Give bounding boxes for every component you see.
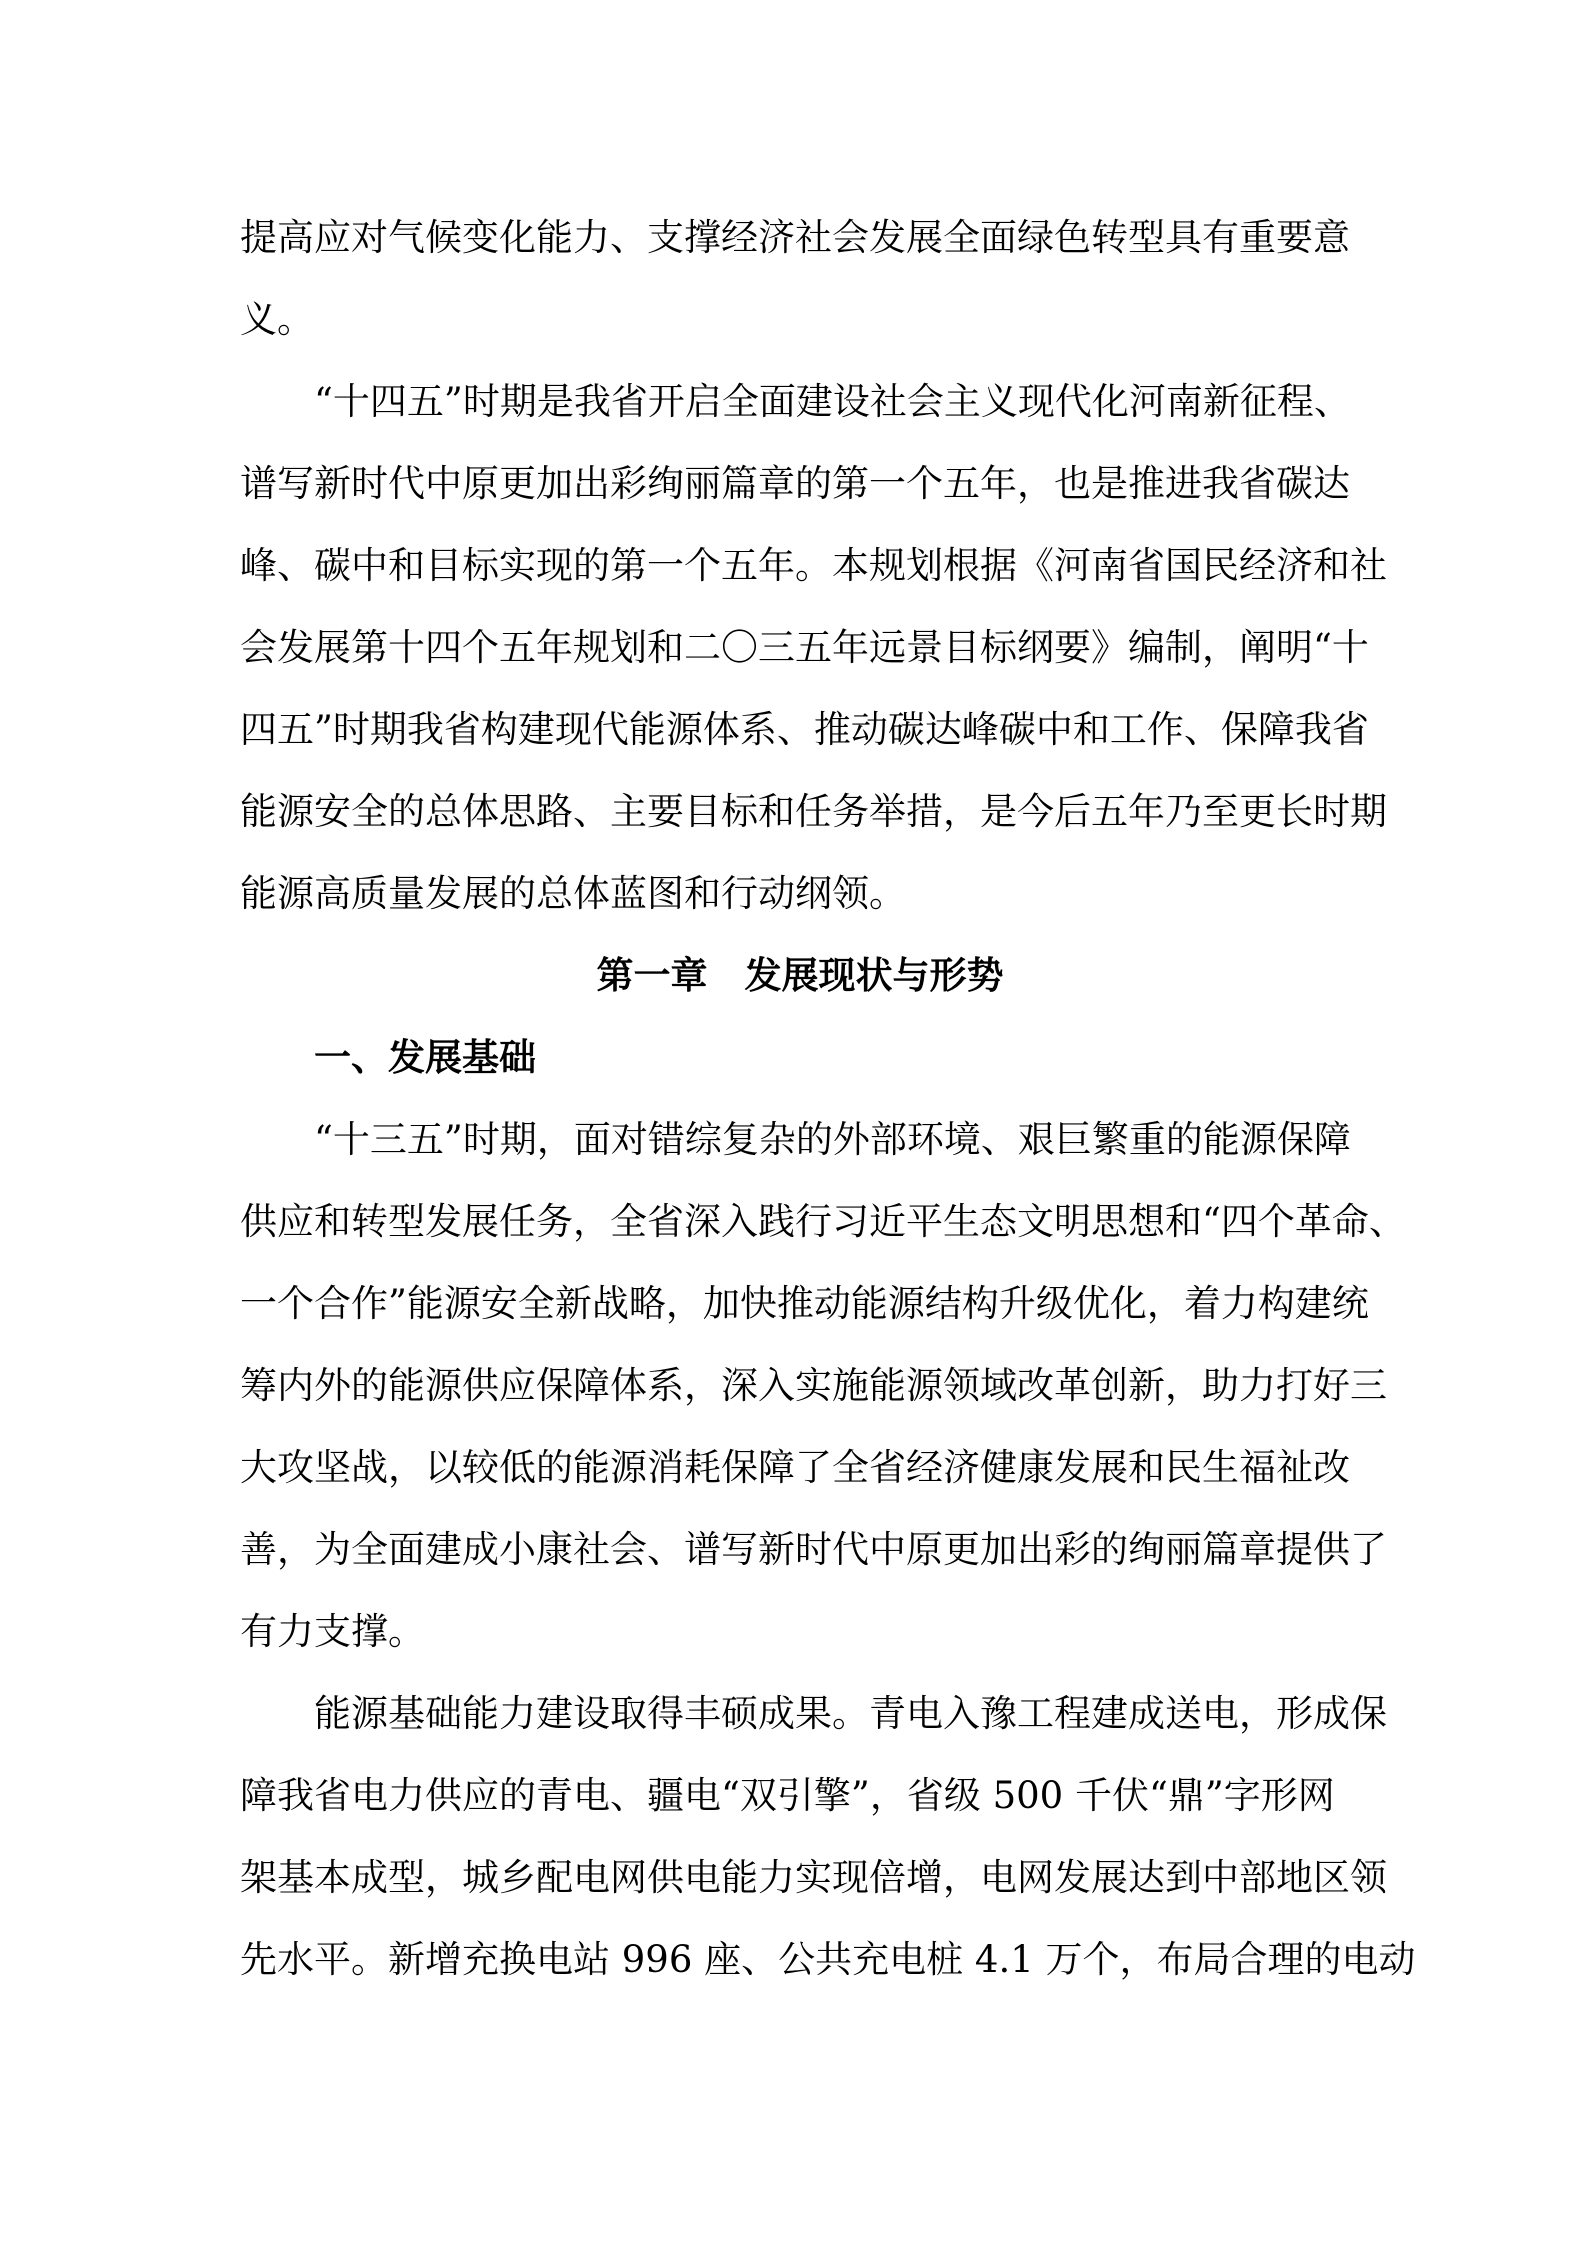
paragraph-line: 先水平。新增充换电站 996 座、公共充电桩 4.1 万个，布局合理的电动 — [240, 1938, 1416, 1981]
paragraph-line: “十三五”时期，面对错综复杂的外部环境、艰巨繁重的能源保障 — [314, 1118, 1351, 1161]
paragraph-line: 峰、碳中和目标实现的第一个五年。本规划根据《河南省国民经济和社 — [240, 544, 1387, 587]
paragraph-line: 善，为全面建成小康社会、谱写新时代中原更加出彩的绚丽篇章提供了 — [240, 1528, 1387, 1571]
paragraph-line: 能源安全的总体思路、主要目标和任务举措，是今后五年乃至更长时期 — [240, 790, 1387, 833]
paragraph-line: 障我省电力供应的青电、疆电“双引擎”，省级 500 千伏“鼎”字形网 — [240, 1774, 1335, 1817]
paragraph-line: “十四五”时期是我省开启全面建设社会主义现代化河南新征程、 — [314, 380, 1351, 423]
paragraph-line: 大攻坚战，以较低的能源消耗保障了全省经济健康发展和民生福祉改 — [240, 1446, 1350, 1489]
paragraph-line: 一个合作”能源安全新战略，加快推动能源结构升级优化，着力构建统 — [240, 1282, 1369, 1325]
paragraph-line: 会发展第十四个五年规划和二〇三五年远景目标纲要》编制，阐明“十 — [240, 626, 1369, 669]
paragraph-line: 四五”时期我省构建现代能源体系、推动碳达峰碳中和工作、保障我省 — [240, 708, 1369, 751]
chapter-heading: 第一章 发展现状与形势 — [596, 954, 1004, 997]
paragraph-line: 提高应对气候变化能力、支撑经济社会发展全面绿色转型具有重要意 — [240, 216, 1350, 259]
paragraph-line: 义。 — [240, 298, 314, 341]
section-heading: 一、发展基础 — [314, 1036, 536, 1079]
paragraph-line: 架基本成型，城乡配电网供电能力实现倍增，电网发展达到中部地区领 — [240, 1856, 1387, 1899]
paragraph-line: 有力支撑。 — [240, 1610, 425, 1653]
paragraph-line: 谱写新时代中原更加出彩绚丽篇章的第一个五年，也是推进我省碳达 — [240, 462, 1350, 505]
paragraph-line: 筹内外的能源供应保障体系，深入实施能源领域改革创新，助力打好三 — [240, 1364, 1387, 1407]
paragraph-line: 能源高质量发展的总体蓝图和行动纲领。 — [240, 872, 906, 915]
paragraph-line: 供应和转型发展任务，全省深入践行习近平生态文明思想和“四个革命、 — [240, 1200, 1406, 1243]
paragraph-line: 能源基础能力建设取得丰硕成果。青电入豫工程建成送电，形成保 — [314, 1692, 1387, 1735]
document-body — [240, 197, 1416, 2001]
